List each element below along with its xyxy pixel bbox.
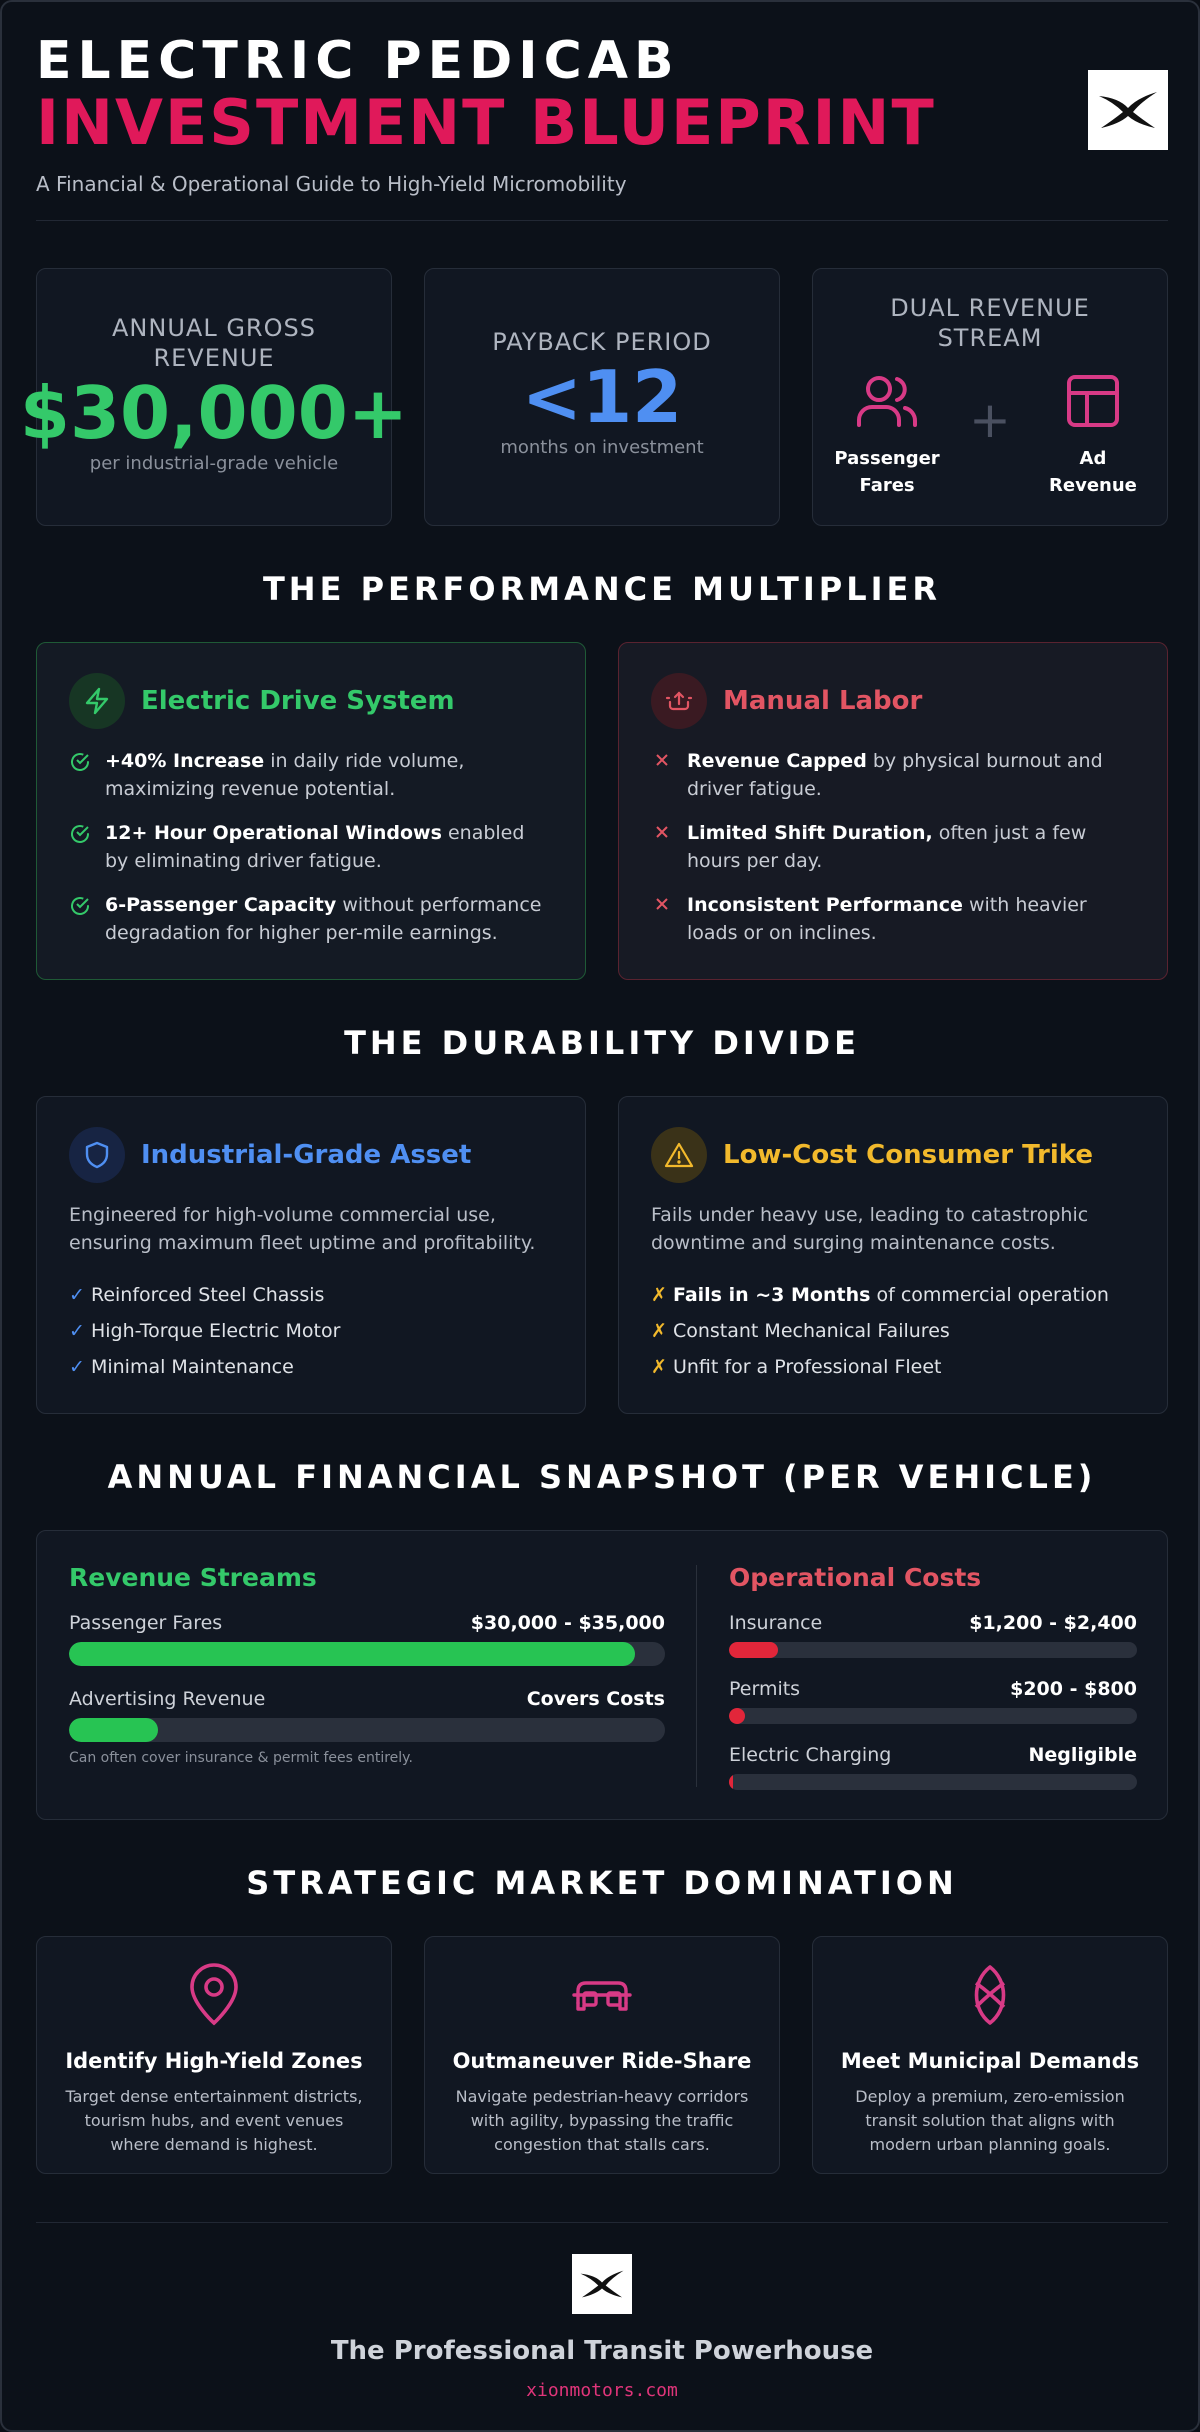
strategy-card	[812, 1936, 1168, 2174]
progress-bar	[69, 1718, 665, 1742]
warning-icon	[651, 1127, 707, 1183]
strategy-card	[36, 1936, 392, 2174]
users-icon	[855, 371, 919, 435]
list-item	[651, 891, 1135, 947]
ad-revenue-label: Ad Revenue	[1049, 448, 1137, 496]
row-label: Insurance	[729, 1612, 823, 1634]
item-text: Constant Mechanical Failures	[672, 1320, 950, 1342]
stat-card-revenue	[19, 268, 409, 526]
strategy-title: Meet Municipal Demands	[840, 2049, 1140, 2073]
bar-fill	[729, 1708, 745, 1724]
bar-fill	[69, 1718, 158, 1742]
item-text: without performance degradation for higher per-mile earnings.	[105, 894, 542, 944]
row-label: Electric Charging	[729, 1744, 892, 1766]
row-label: Permits	[729, 1678, 801, 1700]
x-mark-icon: ✗	[651, 1284, 667, 1306]
plus-sign: +	[969, 391, 1011, 449]
card-title: Industrial-Grade Asset	[141, 1140, 472, 1170]
stat-label: PAYBACK PERIOD	[492, 328, 712, 356]
card-financial-snapshot	[36, 1530, 1168, 1820]
dual-right	[1033, 371, 1153, 499]
x-mark-icon	[651, 819, 673, 875]
fin-row	[729, 1744, 1137, 1766]
strategy-desc: Deploy a premium, zero-emission transit solution that aligns with modern urban planning goals.	[855, 2087, 1125, 2154]
check-icon: ✓	[69, 1356, 85, 1378]
bar-fill	[729, 1642, 778, 1658]
fin-row	[69, 1612, 665, 1634]
section-title-performance: THE PERFORMANCE MULTIPLIER	[262, 570, 942, 608]
item-text: High-Torque Electric Motor	[90, 1320, 341, 1342]
map-pin-icon	[61, 1963, 367, 2031]
shield-icon	[69, 1127, 125, 1183]
subtitle: A Financial & Operational Guide to High-Yield Micromobility	[36, 172, 627, 196]
strategy-desc: Target dense entertainment districts, tourism hubs, and event venues where demand is highest.	[65, 2087, 363, 2154]
card-electric-drive	[36, 642, 586, 980]
strategy-title: Outmaneuver Ride-Share	[452, 2049, 752, 2073]
card-title: Manual Labor	[723, 686, 923, 716]
card-industrial-grade	[36, 1096, 586, 1414]
header-divider	[36, 220, 1168, 221]
x-mark-icon: ✗	[651, 1356, 667, 1378]
item-bold: 6-Passenger Capacity	[105, 894, 337, 916]
list-item	[651, 747, 1135, 803]
card-header	[69, 1127, 553, 1183]
bar-fill	[69, 1642, 635, 1666]
section-title-strategy: STRATEGIC MARKET DOMINATION	[246, 1864, 958, 1902]
item-text: Minimal Maintenance	[90, 1356, 294, 1378]
operational-costs	[729, 1563, 1137, 1810]
item-bold: 12+ Hour Operational Windows	[105, 822, 442, 844]
check-circle-icon	[69, 819, 91, 875]
dual-left	[827, 371, 947, 499]
progress-bar	[729, 1708, 1137, 1724]
row-value: Negligible	[1028, 1744, 1137, 1766]
footer-divider	[36, 2222, 1168, 2223]
stat-card-dual-revenue	[812, 268, 1168, 526]
stat-note: per industrial-grade vehicle	[89, 453, 339, 474]
strategy-desc: Navigate pedestrian-heavy corridors with agility, bypassing the traffic congestion that stalls cars.	[455, 2087, 749, 2154]
check-icon: ✓	[69, 1284, 85, 1306]
fin-row	[729, 1612, 1137, 1634]
progress-bar	[729, 1774, 1137, 1790]
card-title: Low-Cost Consumer Trike	[723, 1140, 1094, 1170]
row-label: Passenger Fares	[69, 1612, 223, 1634]
revenue-note: Can often cover insurance & permit fees entirely.	[69, 1750, 413, 1766]
card-consumer-trike	[618, 1096, 1168, 1414]
card-description: Engineered for high-volume commercial use, ensuring maximum fleet uptime and profitability.	[69, 1204, 536, 1254]
item-bold: Inconsistent Performance	[687, 894, 963, 916]
x-logo-icon	[572, 2254, 632, 2314]
list-item	[69, 891, 553, 947]
card-title: Electric Drive System	[141, 686, 455, 716]
row-value: $1,200 - $2,400	[969, 1612, 1137, 1634]
item-text: enabled by eliminating driver fatigue.	[105, 822, 525, 872]
section-title-financial: ANNUAL FINANCIAL SNAPSHOT (PER VEHICLE)	[107, 1458, 1097, 1496]
footer	[2, 2254, 1200, 2401]
item-text: of commercial operation	[870, 1284, 1109, 1306]
item-bold: +40% Increase	[105, 750, 265, 772]
card-header	[69, 673, 553, 729]
bar-fill	[729, 1774, 733, 1790]
row-label: Advertising Revenue	[69, 1688, 266, 1710]
vehicle-icon	[449, 1963, 755, 2031]
row-value: $200 - $800	[1010, 1678, 1137, 1700]
lightning-icon	[69, 673, 125, 729]
progress-bar	[729, 1642, 1137, 1658]
fin-row	[69, 1688, 665, 1710]
card-header	[651, 673, 1135, 729]
item-text: in daily ride volume, maximizing revenue potential.	[105, 750, 465, 800]
list-item	[651, 1313, 1135, 1349]
revenue-title: Revenue Streams	[69, 1563, 317, 1592]
x-mark-icon: ✗	[651, 1320, 667, 1342]
card-header	[651, 1127, 1135, 1183]
list-item	[69, 1277, 553, 1313]
costs-title: Operational Costs	[729, 1563, 982, 1592]
x-mark-icon	[651, 891, 673, 947]
row-value: Covers Costs	[526, 1688, 665, 1710]
fin-row	[729, 1678, 1137, 1700]
header	[36, 32, 1168, 222]
card-manual-labor	[618, 642, 1168, 980]
revenue-streams	[69, 1563, 665, 1766]
list-item	[651, 1277, 1135, 1313]
leaf-icon	[837, 1963, 1143, 2031]
list-item	[651, 1349, 1135, 1385]
check-circle-icon	[69, 747, 91, 803]
title-line-1: ELECTRIC PEDICAB	[36, 31, 680, 91]
stat-value: <12	[521, 355, 683, 439]
item-text: with heavier loads or on inclines.	[687, 894, 1087, 944]
strategy-title: Identify High-Yield Zones	[65, 2049, 363, 2073]
x-logo-icon	[1088, 70, 1168, 150]
stat-note: months on investment	[500, 437, 704, 458]
item-text: by physical burnout and driver fatigue.	[687, 750, 1103, 800]
check-circle-icon	[69, 891, 91, 947]
progress-bar	[69, 1642, 665, 1666]
column-divider	[696, 1565, 697, 1787]
dual-revenue-row	[813, 371, 1167, 499]
x-mark-icon	[651, 747, 673, 803]
stat-label: ANNUAL GROSS REVENUE	[112, 314, 316, 372]
footer-url-link[interactable]: xionmotors.com	[526, 2380, 678, 2401]
list-item	[69, 819, 553, 875]
footer-title: The Professional Transit Powerhouse	[330, 2336, 874, 2366]
list-item	[69, 1313, 553, 1349]
item-text: Reinforced Steel Chassis	[90, 1284, 325, 1306]
check-icon: ✓	[69, 1320, 85, 1342]
list-item	[651, 819, 1135, 875]
item-bold: Fails in ~3 Months	[672, 1284, 871, 1306]
stat-label: DUAL REVENUE STREAM	[890, 294, 1090, 352]
section-title-durability: THE DURABILITY DIVIDE	[344, 1024, 860, 1062]
list-item	[69, 747, 553, 803]
item-text: often just a few hours per day.	[687, 822, 1087, 872]
stat-value: $30,000+	[19, 371, 409, 455]
strategy-card	[424, 1936, 780, 2174]
item-bold: Limited Shift Duration,	[687, 822, 933, 844]
stat-card-payback	[424, 268, 780, 526]
passenger-fares-label: Passenger Fares	[834, 448, 940, 496]
item-bold: Revenue Capped	[687, 750, 867, 772]
row-value: $30,000 - $35,000	[470, 1612, 665, 1634]
layout-icon	[1063, 371, 1123, 435]
hand-strain-icon	[651, 673, 707, 729]
item-text: Unfit for a Professional Fleet	[672, 1356, 942, 1378]
card-description: Fails under heavy use, leading to catastrophic downtime and surging maintenance costs.	[651, 1204, 1089, 1254]
list-item	[69, 1349, 553, 1385]
title-line-2: INVESTMENT BLUEPRINT	[36, 86, 936, 159]
